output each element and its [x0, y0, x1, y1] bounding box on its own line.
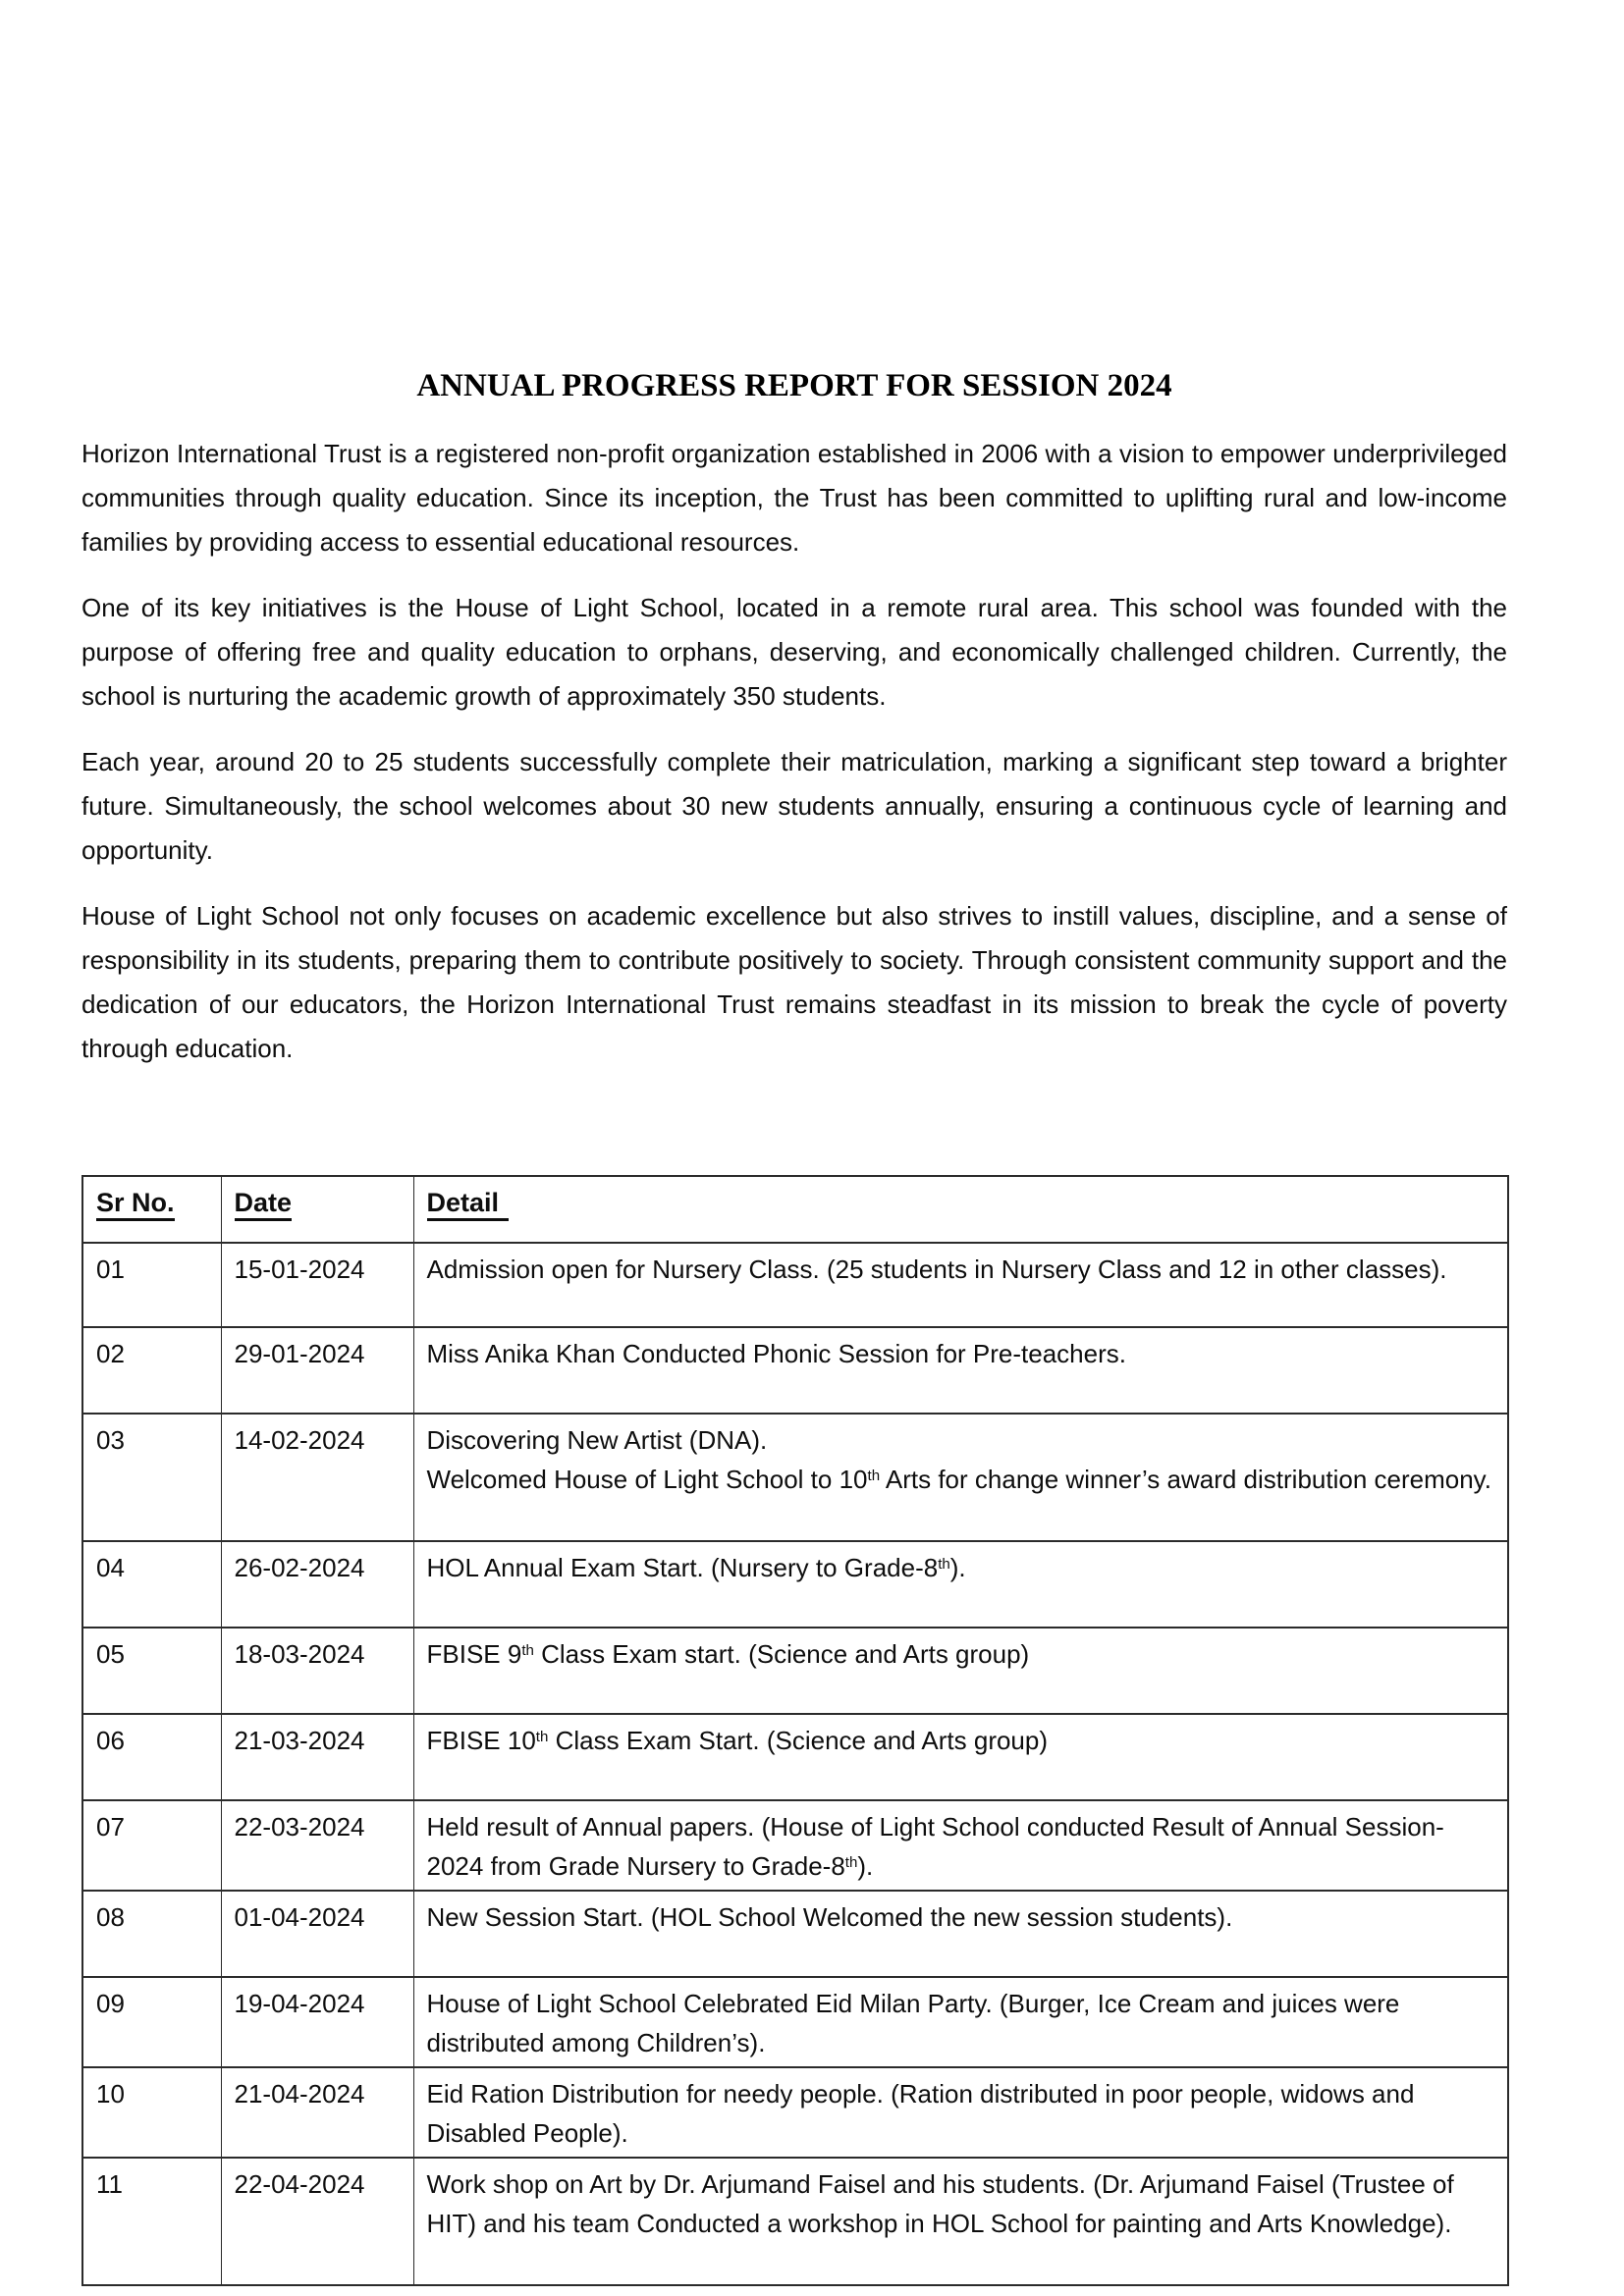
table-header-row: [82, 1176, 1508, 1243]
col-header-detail-label: Detail: [427, 1188, 510, 1221]
cell-sr-no: 02: [82, 1327, 221, 1414]
cell-date: 21-04-2024: [221, 2067, 413, 2158]
cell-date: 26-02-2024: [221, 1541, 413, 1628]
cell-detail: Held result of Annual papers. (House of Light School conducted Result of Annual Session-2024 from Grade Nursery to Grade-8th).: [413, 1800, 1508, 1891]
table-row: [82, 1891, 1508, 1977]
table-row: [82, 1714, 1508, 1800]
paragraph-mission: House of Light School not only focuses on academic excellence but also strives to instill values, discipline, and a sense of responsibility in its students, preparing them to contribute positively to society. Through consistent community support and the dedication of our educators, the Horizon International Trust remains steadfast in its mission to break the cycle of poverty through education.: [81, 901, 1507, 1063]
cell-detail: Work shop on Art by Dr. Arjumand Faisel and his students. (Dr. Arjumand Faisel (Trustee of HIT) and his team Conducted a workshop in HOL School for painting and Arts Knowledge).: [413, 2158, 1508, 2285]
col-header-sr-no: [82, 1176, 221, 1243]
table-row: [82, 1327, 1508, 1414]
paragraph-trust-intro: Horizon International Trust is a registered non-profit organization established in 2006 with a vision to empower underprivileged communities through quality education. Since its inception, the Trust has been committed to uplifting rural and low-income families by providing access to essential educational resources.: [81, 439, 1507, 557]
table-row: [82, 1628, 1508, 1714]
paragraph-matriculation: Each year, around 20 to 25 students successfully complete their matriculation, marking a significant step toward a brighter future. Simultaneously, the school welcomes about 30 new students annually, ensuring a continuous cycle of learning and opportunity.: [81, 747, 1507, 865]
cell-date: 21-03-2024: [221, 1714, 413, 1800]
cell-sr-no: 05: [82, 1628, 221, 1714]
cell-detail: New Session Start. (HOL School Welcomed the new session students).: [413, 1891, 1508, 1977]
cell-sr-no: 01: [82, 1243, 221, 1327]
cell-detail: House of Light School Celebrated Eid Milan Party. (Burger, Ice Cream and juices were distributed among Children’s).: [413, 1977, 1508, 2067]
progress-table: [81, 1175, 1509, 2286]
table-row: [82, 1414, 1508, 1541]
cell-sr-no: 08: [82, 1891, 221, 1977]
table-row: [82, 2067, 1508, 2158]
table-row: [82, 2158, 1508, 2285]
table-row: [82, 1541, 1508, 1628]
cell-date: 15-01-2024: [221, 1243, 413, 1327]
document-content: [81, 365, 1507, 2286]
cell-date: 22-04-2024: [221, 2158, 413, 2285]
cell-detail: FBISE 10th Class Exam Start. (Science and Arts group): [413, 1714, 1508, 1800]
cell-date: 22-03-2024: [221, 1800, 413, 1891]
table-row: [82, 1977, 1508, 2067]
cell-date: 18-03-2024: [221, 1628, 413, 1714]
document-title: ANNUAL PROGRESS REPORT FOR SESSION 2024: [416, 368, 1172, 403]
cell-sr-no: 11: [82, 2158, 221, 2285]
col-header-date-label: Date: [235, 1188, 293, 1221]
cell-detail: Eid Ration Distribution for needy people. (Ration distributed in poor people, widows and Disabled People).: [413, 2067, 1508, 2158]
cell-sr-no: 06: [82, 1714, 221, 1800]
cell-sr-no: 09: [82, 1977, 221, 2067]
cell-detail: Discovering New Artist (DNA). Welcomed House of Light School to 10th Arts for change winner’s award distribution ceremony.: [413, 1414, 1508, 1541]
cell-detail: Miss Anika Khan Conducted Phonic Session for Pre-teachers.: [413, 1327, 1508, 1414]
cell-date: 01-04-2024: [221, 1891, 413, 1977]
cell-date: 29-01-2024: [221, 1327, 413, 1414]
table-row: [82, 1243, 1508, 1327]
cell-detail: FBISE 9th Class Exam start. (Science and Arts group): [413, 1628, 1508, 1714]
table-row: [82, 1800, 1508, 1891]
cell-detail: Admission open for Nursery Class. (25 students in Nursery Class and 12 in other classes).: [413, 1243, 1508, 1327]
cell-date: 14-02-2024: [221, 1414, 413, 1541]
paragraph-school-intro: One of its key initiatives is the House of Light School, located in a remote rural area. This school was founded with the purpose of offering free and quality education to orphans, deserving, and economically challenged children. Currently, the school is nurturing the academic growth of approximately 350 students.: [81, 593, 1507, 711]
col-header-detail: [413, 1176, 1508, 1243]
cell-date: 19-04-2024: [221, 1977, 413, 2067]
cell-sr-no: 10: [82, 2067, 221, 2158]
col-header-date: [221, 1176, 413, 1243]
cell-detail: HOL Annual Exam Start. (Nursery to Grade-8th).: [413, 1541, 1508, 1628]
cell-sr-no: 07: [82, 1800, 221, 1891]
cell-sr-no: 03: [82, 1414, 221, 1541]
col-header-sr-no-label: Sr No.: [96, 1188, 175, 1221]
cell-sr-no: 04: [82, 1541, 221, 1628]
